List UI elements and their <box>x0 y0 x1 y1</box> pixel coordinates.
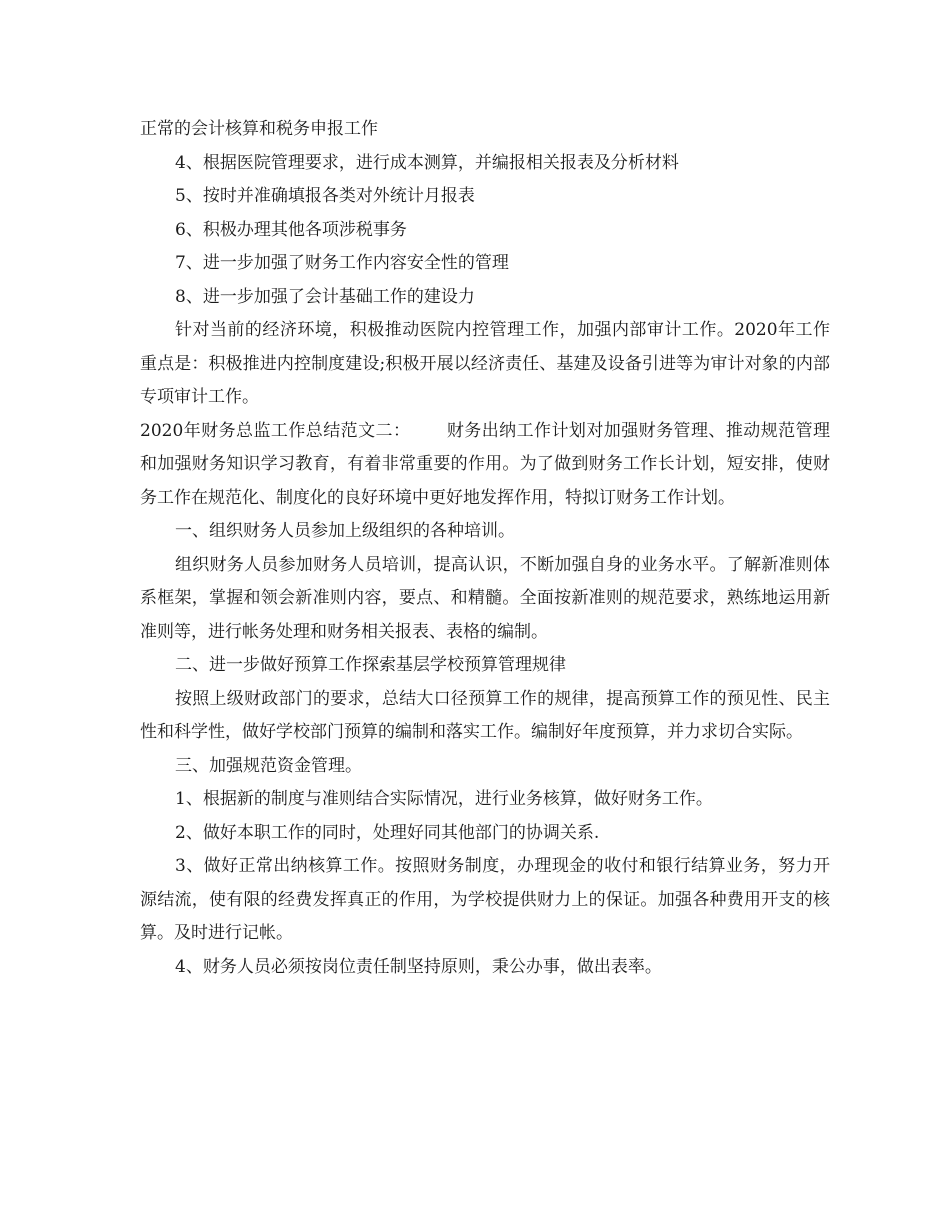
list-item: 4、根据医院管理要求，进行成本测算，并编报相关报表及分析材料 <box>175 152 679 173</box>
section-title: 三、加强规范资金管理。 <box>175 755 362 776</box>
section-heading: 2020年财务总监工作总结范文二： <box>140 420 411 441</box>
paragraph: 正常的会计核算和税务申报工作 <box>140 119 378 139</box>
document-body <box>140 113 830 984</box>
section-title: 二、进一步做好预算工作探索基层学校预算管理规律 <box>175 655 566 675</box>
paragraph: 按照上级财政部门的要求，总结大口径预算工作的规律，提高预算工作的预见性、民主性和科学性，做好学校部门预算的编制和落实工作。编制好年度预算，并力求切合实际。 <box>140 688 830 742</box>
section-title: 一、组织财务人员参加上级组织的各种培训。 <box>175 521 515 541</box>
list-item: 6、积极办理其他各项涉税事务 <box>175 219 407 240</box>
list-item: 4、财务人员必须按岗位责任制坚持原则，秉公办事，做出表率。 <box>175 956 662 977</box>
list-item: 1、根据新的制度与准则结合实际情况，进行业务核算，做好财务工作。 <box>175 789 713 809</box>
paragraph: 组织财务人员参加财务人员培训，提高认识，不断加强自身的业务水平。了解新准则体系框架，掌握和领会新准则内容，要点、和精髓。全面按新准则的规范要求，熟练地运用新准则等，进行帐务处理和财务相关报表、表格的编制。 <box>140 554 830 642</box>
list-item: 2、做好本职工作的同时，处理好同其他部门的协调关系. <box>175 822 600 843</box>
list-item: 8、进一步加强了会计基础工作的建设力 <box>175 286 475 307</box>
list-item: 5、按时并准确填报各类对外统计月报表 <box>175 186 475 206</box>
paragraph: 针对当前的经济环境，积极推动医院内控管理工作，加强内部审计工作。2020年工作重点是：积极推进内控制度建设;积极开展以经济责任、基建及设备引进等为审计对象的内部专项审计工作。 <box>140 320 830 407</box>
section-paragraph <box>140 415 830 516</box>
list-item: 7、进一步加强了财务工作内容安全性的管理 <box>175 253 509 273</box>
list-item: 3、做好正常出纳核算工作。按照财务制度，办理现金的收付和银行结算业务，努力开源结流，使有限的经费发挥真正的作用，为学校提供财力上的保证。加强各种费用开支的核算。及时进行记帐。 <box>140 856 830 943</box>
section-intro-text: 财务出纳工作计划对加强财务管理、推动规范管理和加强财务知识学习教育，有着非常重要的作用。为了做到财务工作长计划，短安排，使财务工作在规范化、制度化的良好环境中更好地发挥作用，特拟订财务工作计划。 <box>140 420 831 508</box>
